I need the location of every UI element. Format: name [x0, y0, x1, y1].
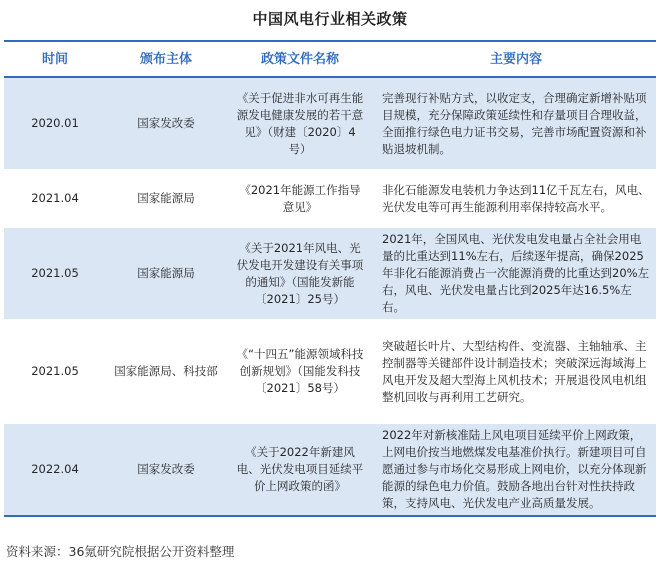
cell-time: 2020.01 — [31, 116, 79, 130]
cell-document: 《2021年能源工作指导意见》 — [239, 182, 361, 214]
cell-content: 完善现行补贴方式，以收定支，合理确定新增补贴项目规模，充分保障政策延续性和存量项目合理收益，全面推行绿色电力证书交易，完善市场配置资源和补贴退坡机制。 — [382, 90, 647, 156]
table-row — [4, 424, 656, 515]
table-header-row — [4, 42, 656, 78]
table-row — [4, 78, 656, 170]
cell-content: 2021年，全国风电、光伏发电发电量占全社会用电量的比重达到11%左右，后续逐年提高，确保2025年非化石能源消费占一次能源消费的比重达到20%左右，风电、光伏发电量占比到2025年达16.5%左右。 — [382, 232, 650, 314]
cell-document: 《“十四五”能源领域科技创新规划》（国能发科技〔2021〕58号） — [236, 347, 364, 395]
header-issuer: 颁布主体 — [139, 51, 192, 67]
header-content: 主要内容 — [489, 51, 542, 67]
cell-issuer: 国家能源局、科技部 — [114, 364, 218, 378]
cell-issuer: 国家发改委 — [137, 116, 195, 130]
cell-issuer: 国家能源局 — [137, 266, 195, 280]
policy-table — [4, 40, 656, 517]
cell-time: 2021.05 — [31, 266, 79, 280]
cell-content: 突破超长叶片、大型结构件、变流器、主轴轴承、主控制器等关键部件设计制造技术；突破深远海域海上风电开发及超大型海上风机技术；开展退役风电机组整机回收与再利用工艺研究。 — [382, 338, 647, 404]
cell-time: 2021.05 — [31, 364, 79, 378]
header-document: 政策文件名称 — [260, 51, 339, 67]
table-row — [4, 228, 656, 320]
source-note: 资料来源：36氪研究院根据公开资料整理 — [6, 544, 235, 559]
cell-time: 2022.04 — [31, 462, 79, 476]
cell-issuer: 国家发改委 — [137, 462, 195, 476]
cell-time: 2021.04 — [31, 191, 79, 205]
cell-content: 2022年对新核准陆上风电项目延续平价上网政策，上网电价按当地燃煤发电基准价执行。新建项目可自愿通过参与市场化交易形成上网电价，以充分体现新能源的绿色电力价值。鼓励各地出台针对性扶持政策，支持风电、光伏发电产业高质量发展。 — [382, 428, 647, 510]
table-row — [4, 320, 656, 424]
table-row — [4, 170, 656, 228]
page-title: 中国风电行业相关政策 — [252, 10, 408, 28]
cell-document: 《关于促进非水可再生能源发电健康发展的若干意见》（财建〔2020〕4号） — [236, 90, 364, 156]
cell-issuer: 国家能源局 — [137, 191, 195, 205]
cell-document: 《关于2021年风电、光伏发电开发建设有关事项的通知》（国能发新能〔2021〕25号） — [236, 240, 364, 306]
header-time: 时间 — [41, 51, 68, 67]
cell-document: 《关于2022年新建风电、光伏发电项目延续平价上网政策的函》 — [236, 445, 364, 493]
cell-content: 非化石能源发电装机力争达到11亿千瓦左右，风电、光伏发电等可再生能源利用率保持较高水平。 — [382, 182, 650, 214]
